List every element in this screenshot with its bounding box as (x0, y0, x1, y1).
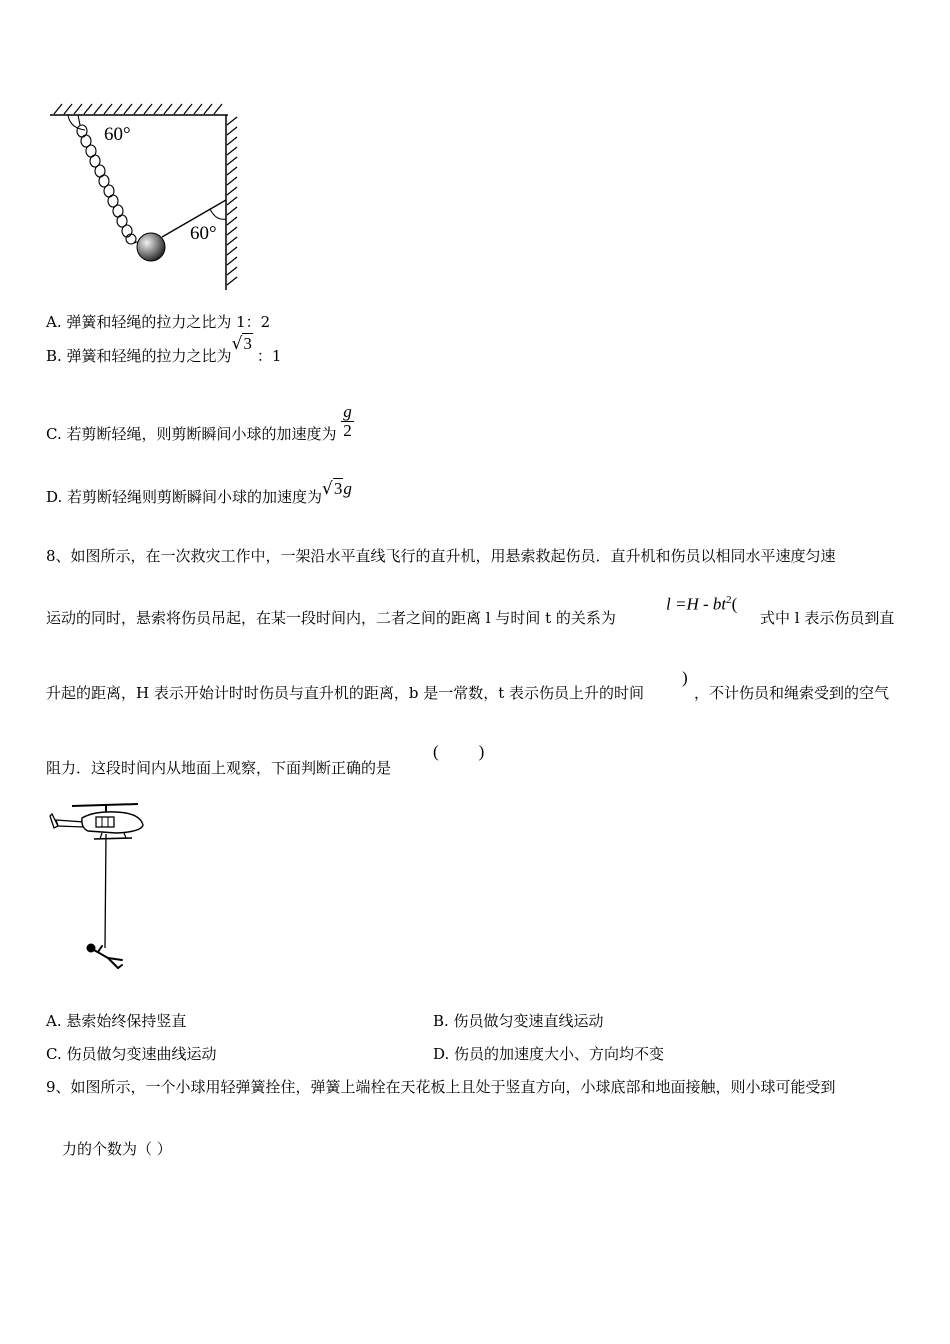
q7-option-b-ratio: ：1 (256, 347, 282, 365)
wall-hatch (227, 117, 237, 285)
q8-option-c-text: C. 伤员做匀变速曲线运动 (46, 1045, 217, 1063)
q7-option-a[interactable] (46, 311, 270, 332)
q8-option-a[interactable] (46, 1010, 186, 1031)
q8-line-4-text: 阻力．这段时间内从地面上观察，下面判断正确的是 (46, 759, 392, 777)
q8-formula-exponent: 2 (726, 594, 732, 606)
q8-formula-bracket: ( (731, 594, 738, 614)
q8-option-a-text: A. 悬索始终保持竖直 (46, 1012, 187, 1030)
fraction-numerator: g (343, 402, 352, 421)
helicopter-window (96, 817, 114, 827)
q8-line-2-tail (760, 607, 894, 628)
q8-paren-close: ) (478, 742, 485, 761)
ceiling-hatch (54, 104, 222, 114)
q7-option-c-text: C. 若剪断轻绳，则剪断瞬间小球的加速度为 (46, 424, 337, 443)
q8-option-b[interactable] (433, 1010, 604, 1031)
q8-line-3-bracket (682, 668, 688, 688)
q8-line-2-tail-text: 式中 l 表示伤员到直 (760, 609, 895, 627)
q8-line-1-text: 8、如图所示，在一次救灾工作中，一架沿水平直线飞行的直升机，用悬索救起伤员．直升机和伤员以相同水平速度匀速 (46, 547, 836, 565)
q7-option-d-text: D. 若剪断轻绳则剪断瞬间小球的加速度为 (46, 488, 323, 506)
q9-line-1 (46, 1076, 836, 1097)
q8-formula-main: l =H - bt (666, 594, 727, 614)
q7-option-b-radicand: 3 (243, 334, 252, 353)
q9-line-1-text: 9、如图所示，一个小球用轻弹簧拴住，弹簧上端栓在天花板上且处于竖直方向，小球底部和地面接触，则小球可能受到 (46, 1078, 836, 1096)
q9-line-2 (62, 1138, 172, 1159)
q7-option-a-text: A. 弹簧和轻绳的拉力之比为 1：2 (46, 313, 271, 331)
angle-label-rope: 60° (190, 223, 217, 244)
q7-option-d-g: g (343, 479, 352, 498)
angle-arc-wall (210, 209, 226, 219)
q8-line-4 (46, 757, 391, 778)
q7-option-c-fraction (341, 403, 354, 440)
q7-option-b-text: B. 弹簧和轻绳的拉力之比为 (46, 347, 232, 365)
q7-option-b[interactable] (46, 334, 282, 366)
q8-close-bracket: ) (682, 668, 688, 687)
rescue-cable (105, 834, 106, 948)
q8-line-3-tail-text: ，不计伤员和绳索受到的空气 (694, 684, 890, 702)
angle-label-spring: 60° (104, 124, 131, 145)
q7-option-c[interactable] (46, 402, 354, 443)
q8-line-2 (46, 607, 616, 628)
q8-line-3 (46, 682, 644, 703)
q8-line-1 (46, 545, 836, 566)
q8-option-c[interactable] (46, 1043, 216, 1064)
angle-arc-ceiling (68, 115, 85, 130)
sqrt-symbol: √ (322, 479, 333, 499)
q8-line-3-tail (694, 682, 889, 703)
ball (137, 233, 165, 261)
spring-rope-figure (40, 95, 250, 295)
tail-boom (56, 820, 84, 827)
q8-option-d[interactable] (433, 1043, 664, 1064)
helicopter-figure (46, 798, 156, 978)
q8-paren-open: ( (433, 742, 439, 761)
fraction-denominator: 2 (343, 421, 352, 440)
sqrt-symbol: √ (231, 334, 243, 354)
q8-answer-paren[interactable] (433, 742, 484, 762)
q8-line-2-text: 运动的同时，悬索将伤员吊起，在某一段时间内，二者之间的距离 l 与时间 t 的关系为 (46, 609, 616, 627)
q7-option-d[interactable] (46, 479, 352, 507)
q8-line-3-text: 升起的距离，H 表示开始计时时伤员与直升机的距离，b 是一常数，t 表示伤员上升的时间 (46, 684, 645, 702)
injured-person (88, 945, 123, 969)
q7-option-d-radicand: 3 (333, 479, 343, 498)
q8-formula (666, 594, 737, 615)
q8-option-b-text: B. 伤员做匀变速直线运动 (433, 1012, 604, 1030)
q8-option-d-text: D. 伤员的加速度大小、方向均不变 (433, 1045, 665, 1063)
q9-line-2-text: 力的个数为（ ） (62, 1140, 172, 1158)
